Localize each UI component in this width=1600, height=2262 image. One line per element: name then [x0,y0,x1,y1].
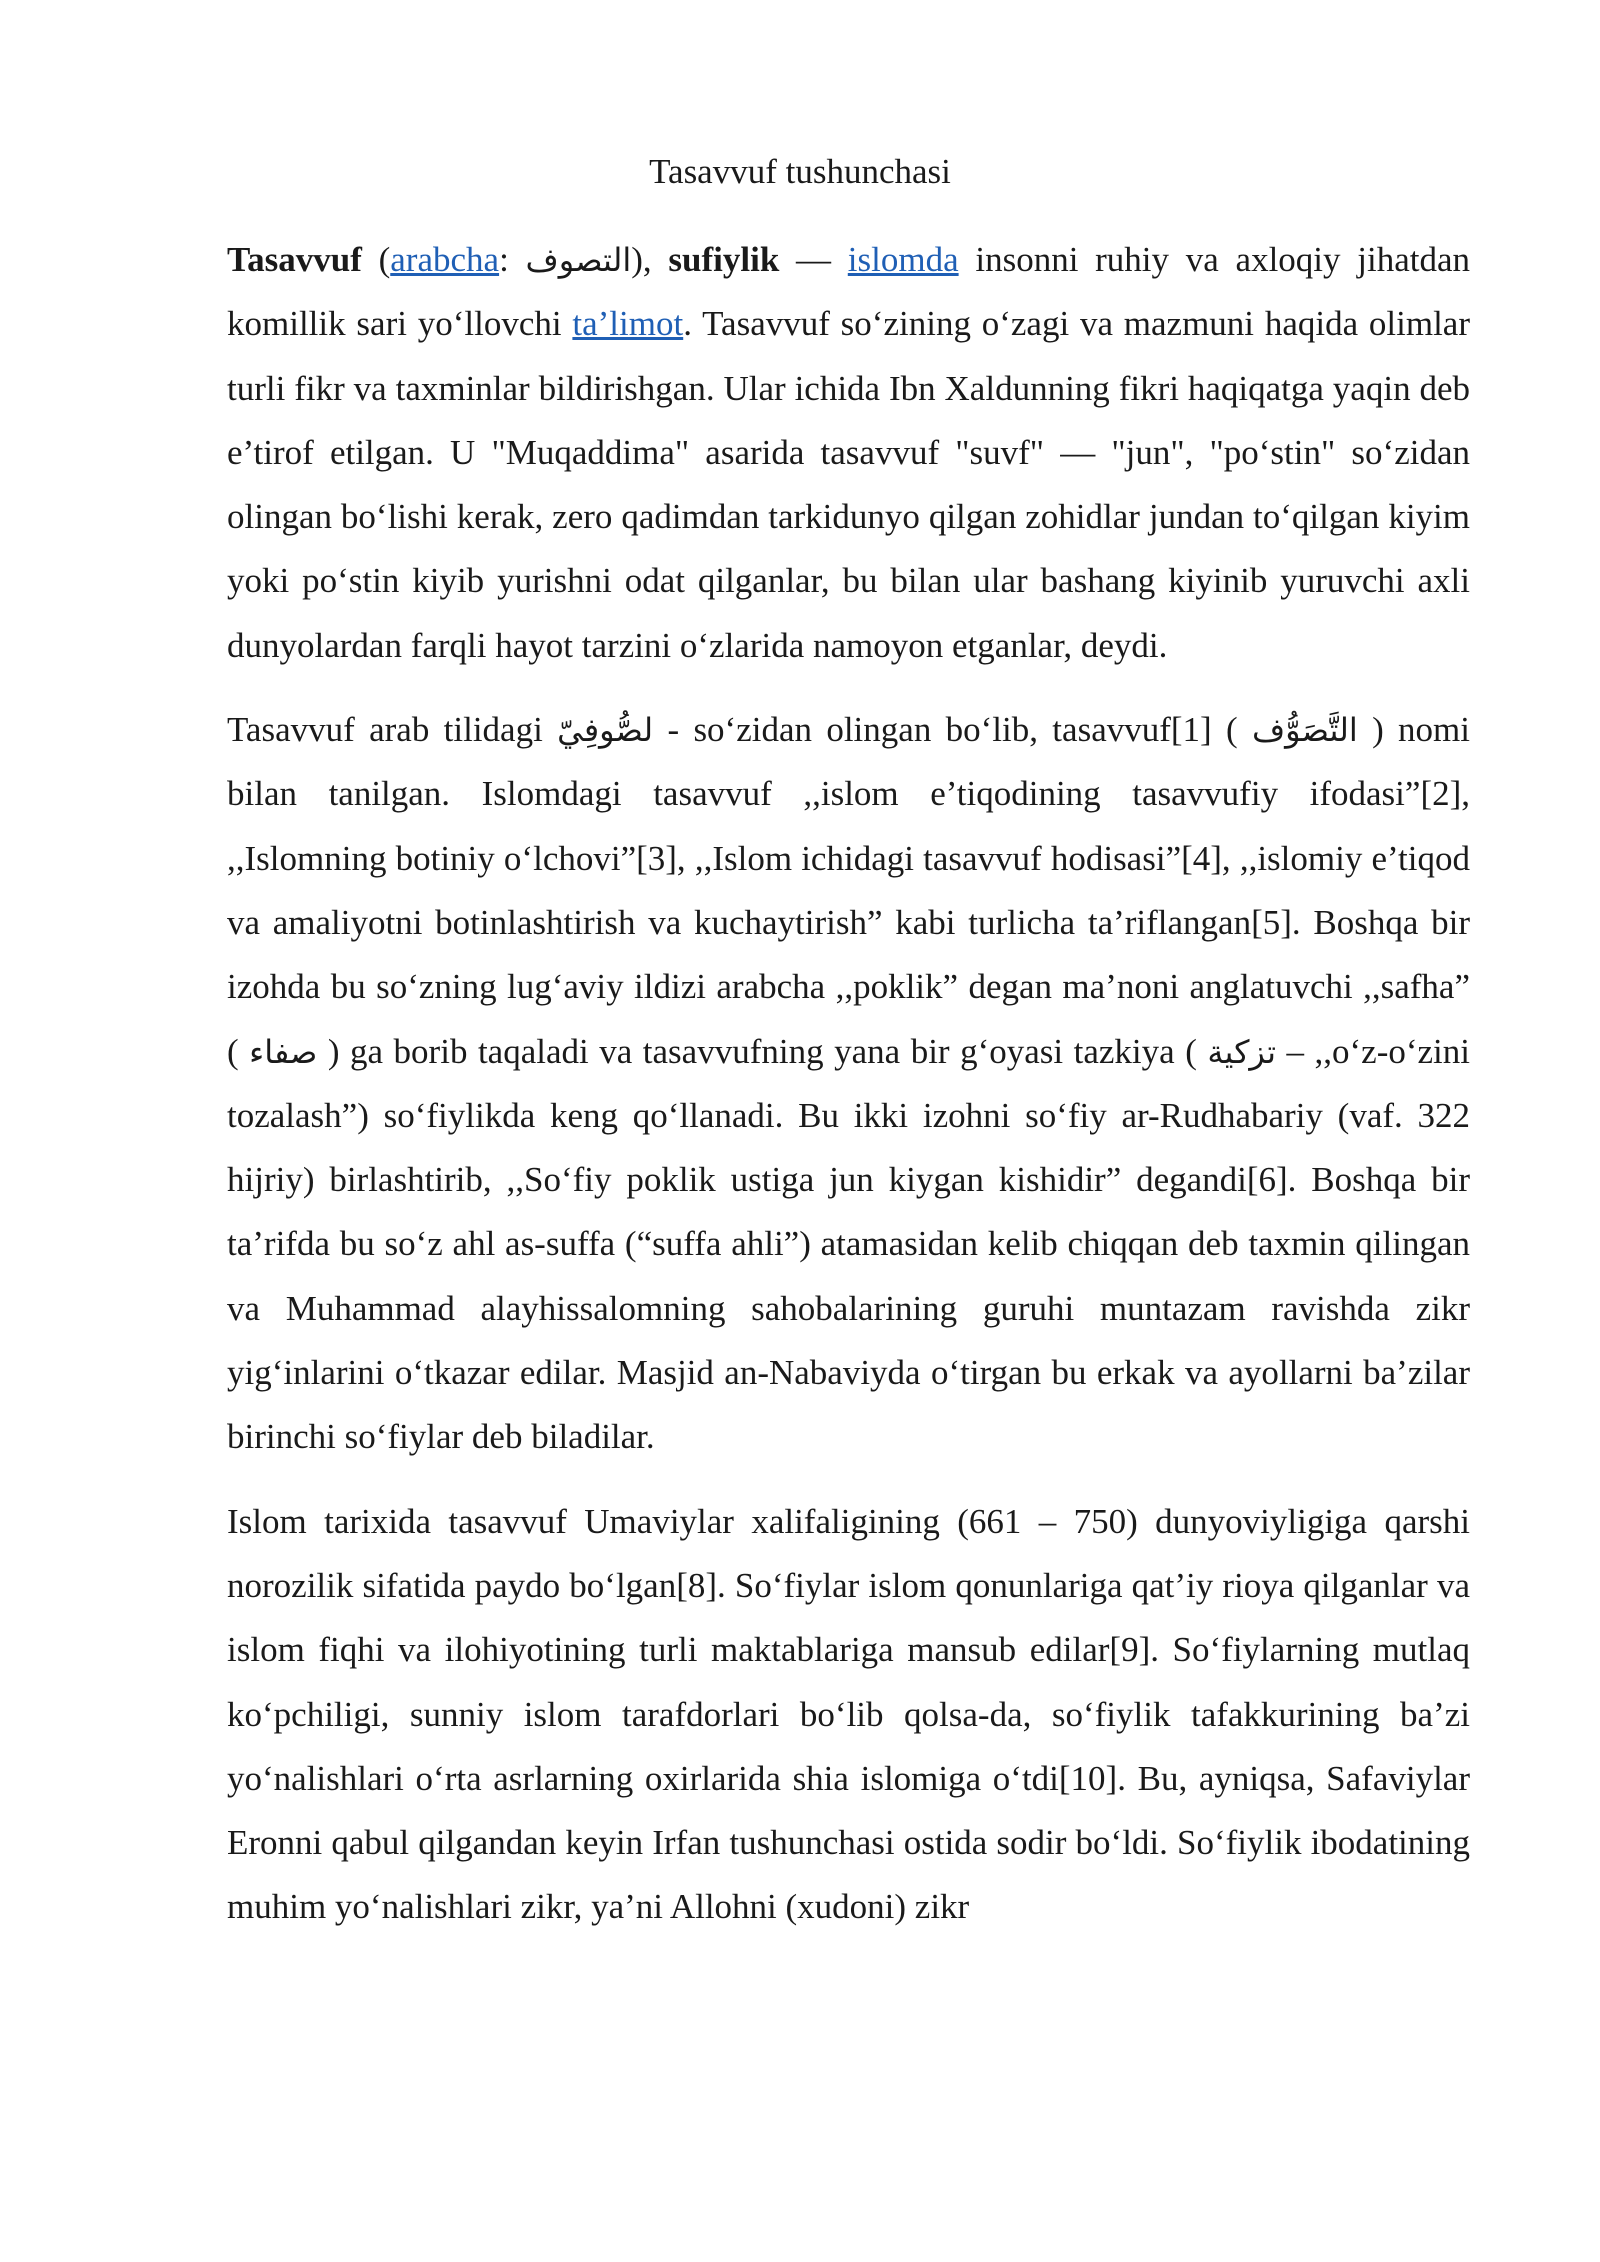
paragraph-3 [227,1490,1470,1940]
paragraph-1 [227,228,1470,678]
paragraph-2-text-e: – ,,o‘z-o‘zini tozalash”) so‘fiylikda keng qo‘llanadi. Bu ikki izohni so‘fiy ar-Rudhabariy (vaf. 322 hijriy) birlashtirib, ,,So‘fiy poklik ustiga jun kiygan kishidir” degandi[6]. Boshqa bir ta’rifda bu so‘z ahl as-suffa (“suffa ahli”) atamasidan kelib chiqqan deb taxmin qilingan va Muhammad alayhissalomning sahobalarining guruhi muntazam ravishda zikr yig‘inlarini o‘tkazar edilar. Masjid an-Nabaviyda o‘tirgan bu erkak va ayollarni ba’zilar birinchi so‘fiylar deb biladilar. [227,1031,1470,1457]
term-sufiylik: sufiylik [668,240,780,279]
link-arabcha[interactable]: arabcha [390,240,500,279]
text-open-paren: ( [361,240,391,279]
link-talimot[interactable]: ta’limot [572,304,684,344]
paragraph-2 [227,698,1470,1470]
document-title: Tasavvuf tushunchasi [649,152,951,191]
paragraph-2-text-b: - so‘zidan olingan bo‘lib, tasavvuf[1] ( [653,710,1252,750]
paragraph-2-text-c: ) nomi bilan tanilgan. Islomdagi tasavvuf ,,islom e’tiqodining tasavvufiy ifodasi”[2], ,,Islomning botiniy o‘lchovi”[3], ,,Islom ichidagi tasavvuf hodisasi”[4], ,,islomiy e’tiqod va amaliyotni botinlashtirish va kuchaytirish” kabi turlicha ta’riflangan[5]. Boshqa bir izohda bu so‘zning lug‘aviy ildizi arabcha ,,poklik” degan ma’noni anglatuvchi ,,safha” ( [227,710,1470,1071]
arabic-word-tazkiya: تزكية [1207,1032,1276,1071]
paragraph-2-text-a: Tasavvuf arab tilidagi [227,710,558,750]
link-islomda[interactable]: islomda [847,240,959,279]
text-colon: : [499,240,526,279]
paragraph-2-text-d: ) ga borib taqaladi va tasavvufning yana bir g‘oyasi tazkiya ( [317,1031,1208,1071]
paragraph-3-text: Islom tarixida tasavvuf Umaviylar xalifaligining (661 – 750) dunyoviyligiga qarshi norozilik sifatida paydo bo‘lgan[8]. So‘fiylar islom qonunlariga qat’iy rioya qilganlar va islom fiqhi va ilohiyotining turli maktablariga mansub edilar[9]. So‘fiylarning mutlaq ko‘pchiligi, sunniy islom tarafdorlari bo‘lib qolsa-da, so‘fiylik tafakkurining ba’zi yo‘nalishlari o‘rta asrlarning oxirlarida shia islomiga o‘tdi[10]. Bu, ayniqsa, Safaviylar Eronni qabul qilgandan keyin Irfan tushunchasi ostida sodir bo‘ldi. So‘fiylik ibodatining muhim yo‘nalishlari zikr, ya’ni Allohni (xudoni) zikr [227,1501,1470,1927]
arabic-word-sufi: لصُّوفِيّ [557,711,654,750]
text-dash: — [779,240,848,279]
paragraph-1-text-b: . Tasavvuf so‘zining o‘zagi va mazmuni haqida olimlar turli fikr va taxminlar bildirishgan. Ular ichida Ibn Xaldunning fikri haqiqatga yaqin deb e’tirof etilgan. U "Muqaddima" asarida tasavvuf "suvf" — "jun", "po‘stin" so‘zidan olingan bo‘lishi kerak, zero qadimdan tarkidunyo qilgan zohidlar jundan to‘qilgan kiyim yoki po‘stin kiyib yurishni odat qilganlar, bu bilan ular bashang kiyinib yuruvchi axli dunyolardan farqli hayot tarzini o‘zlarida namoyon etganlar, deydi. [227,304,1470,665]
text-close-paren: ), [631,240,669,279]
term-tasavvuf: Tasavvuf [227,240,362,279]
arabic-term-tasawwuf: التصوف [525,241,632,279]
document-body [227,228,1470,1960]
arabic-word-tasawwuf: التَّصَوُّف [1252,711,1358,750]
paragraph-1-text-a: insonni ruhiy va axloqiy jihatdan komillik sari yo‘llovchi [227,240,1470,344]
arabic-word-safa: صفاء [249,1032,318,1071]
